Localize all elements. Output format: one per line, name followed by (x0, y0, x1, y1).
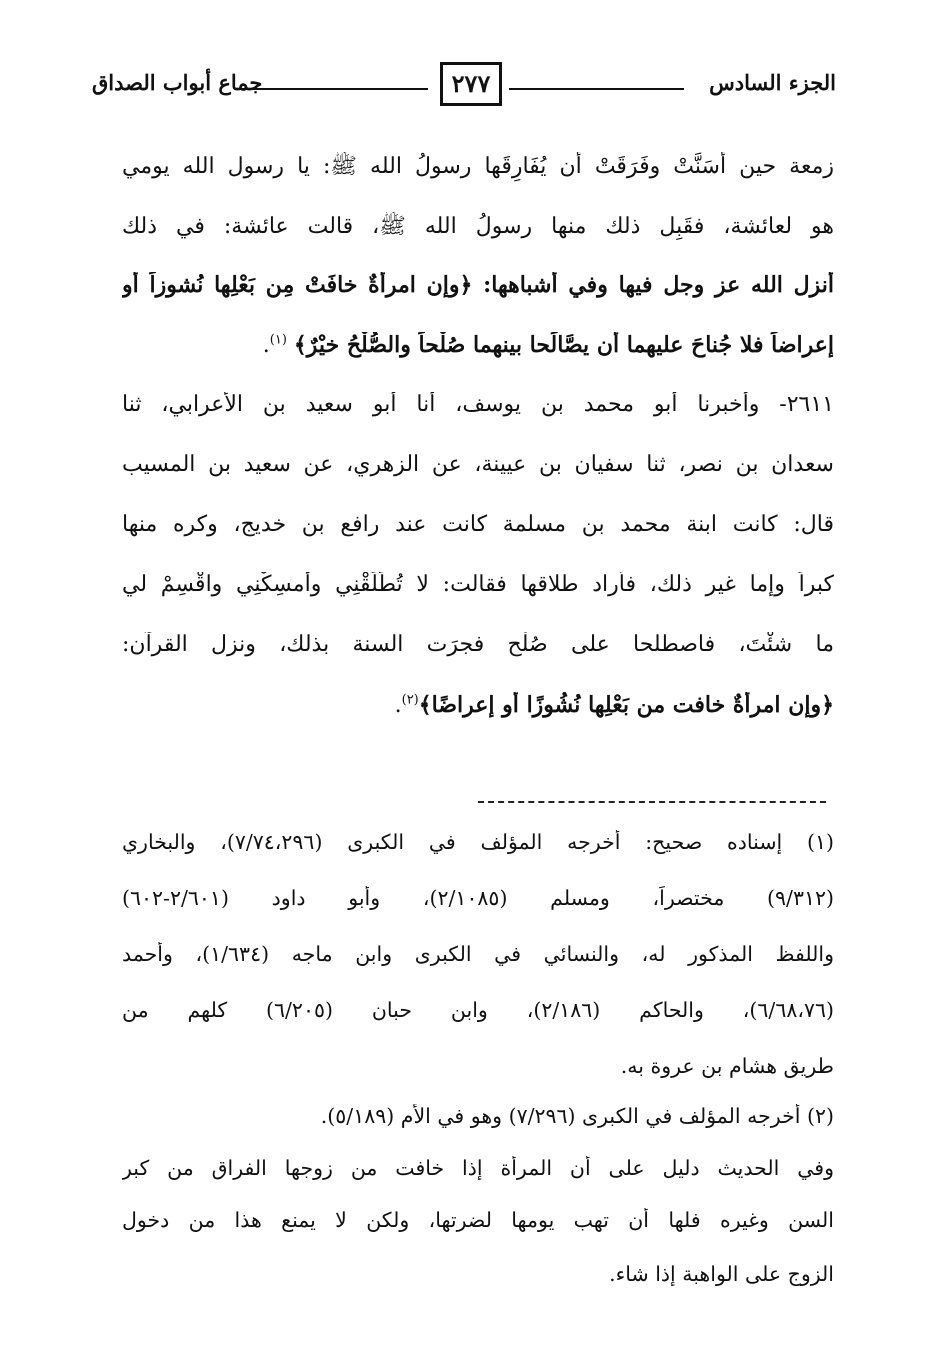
text-line: سعدان بن نصر، ثنا سفيان بن عيينة، عن الزهري، عن سعيد بن المسيب (122, 452, 834, 477)
footnote-line: واللفظ المذكور له، والنسائي في الكبرى وابن ماجه (١/٦٣٤)، وأحمد (122, 942, 834, 966)
header-rule-right (509, 88, 684, 90)
text-line: إعراضاً فلا جُناحَ عليهما أن يصَّالَحا بينهما صُلْحاً والصُّلْحُ خيْرٌ﴾ $^{(١)}$. (262, 332, 834, 358)
quran-verse: ﴿وإن امرأةٌ خافت من بَعْلِها نُشُوزًا أو إعراضًا﴾ (418, 692, 834, 718)
text-line: كبراً وإما غير ذلك، فأراد طلاقها فقالت: لا تُطَلِّقْنِي وأمسِكْنِي واقْسِمْ لي (122, 572, 834, 597)
text-line: ﴿وإن امرأةٌ خافت من بَعْلِها نُشُوزًا أو إعراضًا﴾$^{(٢)}$. (394, 692, 834, 718)
text-line: زمعة حين أَسَنَّتْ وفَرَقَتْ أن يُفَارِقَها رسولُ الله ﷺ: يا رسول الله يومي (122, 154, 834, 179)
footnote-line: (٩/٣١٢) مختصراً، ومسلم (٢/١٠٨٥)، وأبو داود (٢/٦٠١-٦٠٢) (122, 886, 834, 910)
running-header (88, 62, 836, 112)
quran-verse: إعراضاً فلا جُناحَ عليهما أن يصَّالَحا بينهما صُلْحاً والصُّلْحُ خيْرٌ﴾ (293, 332, 834, 358)
page-number-box: ٢٧٧ (440, 62, 502, 106)
footnote-line: (٦/٦٨،٧٦)، والحاكم (٢/١٨٦)، وابن حبان (٦/٢٠٥) كلهم من (122, 998, 834, 1022)
header-rule-left (238, 88, 428, 90)
footnote-ref: (١) (269, 332, 287, 348)
footnote-line: طريق هشام بن عروة به. (620, 1054, 834, 1078)
footnote-line: السن وغيره فلها أن تهب يومها لضرتها، ولكن لا يمنع هذا من دخول (122, 1208, 834, 1232)
hadith-number-line: ٢٦١١- وأخبرنا أبو محمد بن يوسف، أنا أبو سعيد بن الأعرابي، ثنا (122, 392, 834, 417)
footnote-ref: (٢) (401, 692, 419, 708)
footnote-line: (١) إسناده صحيح: أخرجه المؤلف في الكبرى (٧/٧٤،٢٩٦)، والبخاري (122, 830, 834, 854)
footnote-line: (٢) أخرجه المؤلف في الكبرى (٧/٢٩٦) وهو في الأم (٥/١٨٩). (320, 1104, 834, 1128)
text-line: ما شئْتَ، فاصطلحا على صُلْحٍ فجرَت السنة بذلك، ونزل القرآن: (122, 632, 834, 657)
text-line: قال: كانت ابنة محمد بن مسلمة كانت عند رافع بن خديج، وكره منها (122, 512, 834, 537)
text-line: أنزل الله عز وجل فيها وفي أشباهها: ﴿وإن امرأةٌ خافَتْ مِن بَعْلِها نُشوزاً أو (122, 272, 834, 298)
text-line: هو لعائشة، فقَبِل ذلك منها رسولُ الله ﷺ، قالت عائشة: في ذلك (122, 214, 834, 239)
chapter-title: جماع أبواب الصداق (92, 70, 263, 95)
footnote-line: وفي الحديث دليل على أن المرأة إذا خافت من زوجها الفراق من كبر (122, 1156, 834, 1180)
volume-label: الجزء السادس (709, 70, 836, 95)
footnote-line: الزوج على الواهبة إذا شاء. (609, 1262, 834, 1286)
footnote-divider (478, 801, 826, 803)
